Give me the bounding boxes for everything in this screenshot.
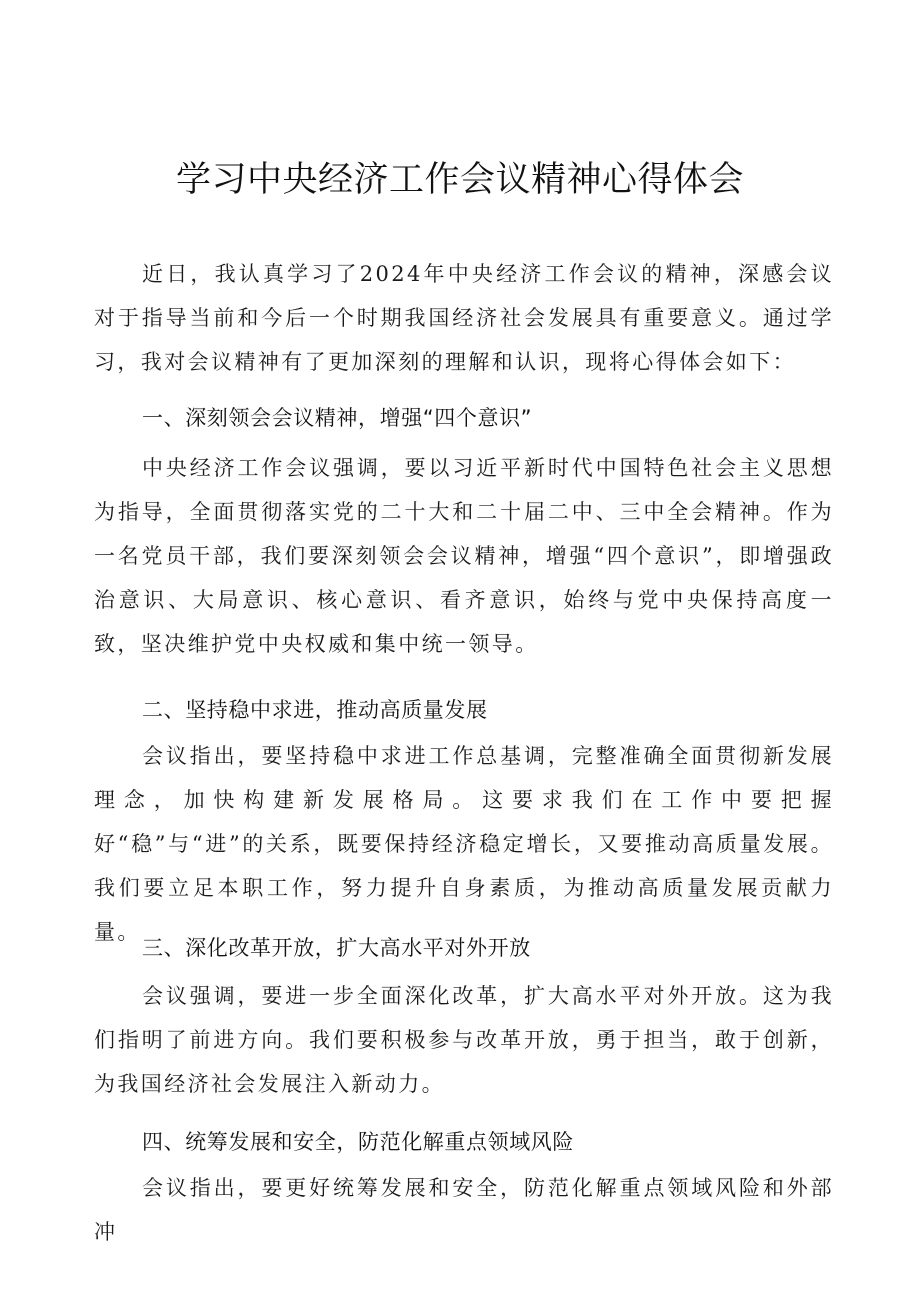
section-heading-1: 一、深刻领会会议精神，增强“四个意识” (142, 406, 533, 430)
section-heading-2: 二、坚持稳中求进，推动高质量发展 (142, 698, 488, 722)
section-body-2: 会议指出，要坚持稳中求进工作总基调，完整准确全面贯彻新发展理念，加快构建新发展格局。这要求我们在工作中要把握好“稳”与“进”的关系，既要保持经济稳定增长，又要推动高质量发展。我们要立足本职工作，努力提升自身素质，为推动高质量发展贡献力量。 (94, 744, 834, 944)
document-title: 学习中央经济工作会议精神心得体会 (175, 160, 744, 200)
section-body-3: 会议强调，要进一步全面深化改革，扩大高水平对外开放。这为我们指明了前进方向。我们要积极参与改革开放，勇于担当，敢于创新，为我国经济社会发展注入新动力。 (94, 984, 834, 1096)
section-body-1: 中央经济工作会议强调，要以习近平新时代中国特色社会主义思想为指导，全面贯彻落实党的二十大和二十届二中、三中全会精神。作为一名党员干部，我们要深刻领会会议精神，增强“四个意识”，即增强政治意识、大局意识、核心意识、看齐意识，始终与党中央保持高度一致，坚决维护党中央权威和集中统一领导。 (94, 456, 834, 656)
section-heading-3: 三、深化改革开放，扩大高水平对外开放 (142, 936, 531, 960)
section-body-4: 会议指出，要更好统筹发展和安全，防范化解重点领域风险和外部冲 (94, 1176, 834, 1244)
section-heading-4: 四、统筹发展和安全，防范化解重点领域风险 (142, 1130, 574, 1154)
intro-paragraph: 近日，我认真学习了2024年中央经济工作会议的精神，深感会议对于指导当前和今后一个时期我国经济社会发展具有重要意义。通过学习，我对会议精神有了更加深刻的理解和认识，现将心得体会如下： (94, 262, 834, 374)
